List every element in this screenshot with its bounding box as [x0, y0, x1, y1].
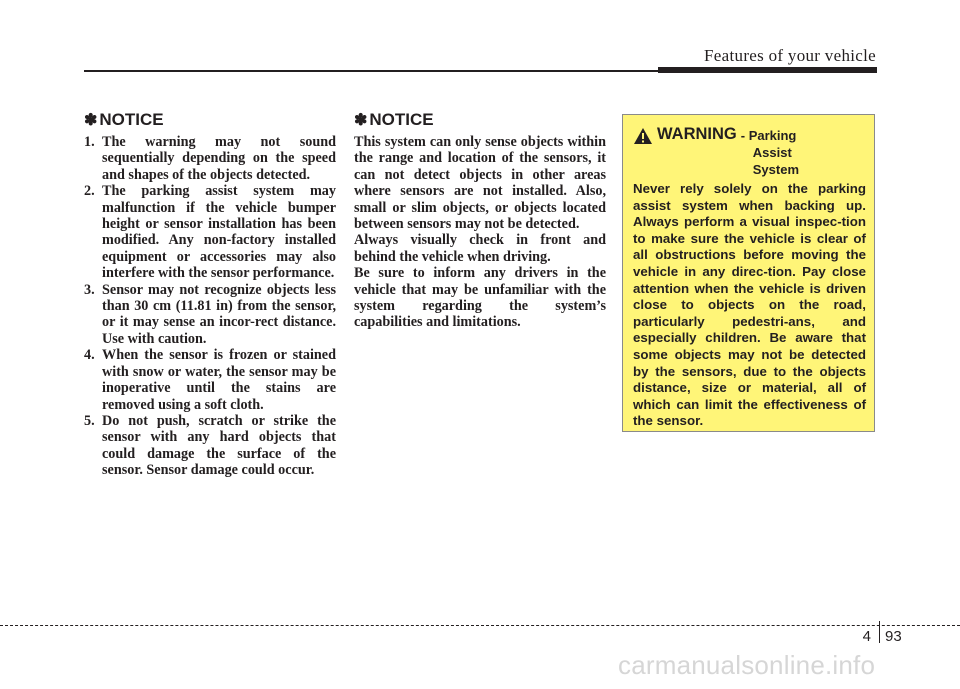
warning-subtitle-line3: System	[752, 162, 799, 177]
star-icon: ✽	[354, 112, 368, 129]
page-header-title: Features of your vehicle	[704, 46, 876, 65]
notice-item	[84, 347, 336, 413]
notice-item-text: The parking assist system may malfunction if the vehicle bumper height or sensor installation has been modified. Any non-factory installed equipment or accessories may also interfere with the sensor performance.	[102, 183, 336, 282]
notice-heading-left-label: NOTICE	[99, 110, 164, 129]
notice-item	[84, 282, 336, 348]
notice-heading-middle-label: NOTICE	[369, 110, 434, 129]
warning-subtitle	[741, 127, 799, 178]
header-rule-thick	[658, 67, 877, 73]
warning-triangle-icon	[633, 127, 653, 145]
notice-heading-middle	[354, 110, 434, 130]
page-number: 93	[885, 628, 902, 645]
notice-heading-left	[84, 110, 164, 130]
warning-body: Never rely solely on the parking assist system when backing up. Always perform a visual inspec-tion to make sure the vehicle is clear of all obstructions before moving the vehicle in any direc-tion. Pay close attention when the vehicle is driven close to objects on the road, particularly pedestri-ans, and especially children. Be aware that some objects may not be detected by the sensors, due to the objects distance, size or material, all of which can limit the effectiveness of the sensor.	[633, 181, 866, 429]
notice-item-number: 4.	[84, 347, 95, 364]
star-icon: ✽	[84, 112, 98, 129]
notice-list-left	[84, 134, 336, 479]
notice-item-text: Do not push, scratch or strike the sensor with any hard objects that could damage the surface of the sensor. Sensor damage could occur.	[102, 412, 336, 479]
notice-item-number: 1.	[84, 134, 95, 150]
notice-item-number: 2.	[84, 183, 95, 200]
notice-item-text: When the sensor is frozen or stained with snow or water, the sensor may be inoperative until the stains are removed using a soft cloth.	[102, 347, 336, 413]
notice-item-number: 3.	[84, 281, 95, 298]
header-rule	[84, 70, 658, 72]
notice-paragraph: Be sure to inform any drivers in the vehicle that may be unfamiliar with the system regarding the system’s capabilities and limitations.	[354, 265, 606, 331]
warning-header	[633, 125, 799, 178]
page-number-separator	[879, 621, 880, 643]
notice-item-text: The warning may not sound sequentially depending on the speed and shapes of the objects detected.	[102, 134, 336, 183]
notice-item	[84, 134, 336, 183]
notice-paragraph: Always visually check in front and behind the vehicle when driving.	[354, 232, 606, 265]
footer-dashed-rule	[0, 625, 960, 626]
chapter-number: 4	[862, 628, 871, 645]
notice-item-text: Sensor may not recognize objects less than 30 cm (11.81 in) from the sensor, or it may sense an incor-rect distance. Use with caution.	[102, 281, 336, 347]
notice-item	[84, 413, 336, 479]
notice-body-middle	[354, 134, 606, 331]
notice-item	[84, 183, 336, 281]
warning-subtitle-line1: - Parking	[740, 128, 797, 143]
notice-paragraph: This system can only sense objects within the range and location of the sensors, it can not detect objects in other areas where sensors are not installed. Also, small or slim objects, or objects located between sensors may not be detected.	[354, 134, 606, 233]
warning-subtitle-line2: Assist	[752, 145, 792, 160]
notice-item-number: 5.	[84, 412, 95, 429]
watermark: carmanualsonline.info	[618, 650, 876, 680]
warning-label: WARNING	[657, 125, 737, 143]
warning-box	[622, 114, 875, 432]
